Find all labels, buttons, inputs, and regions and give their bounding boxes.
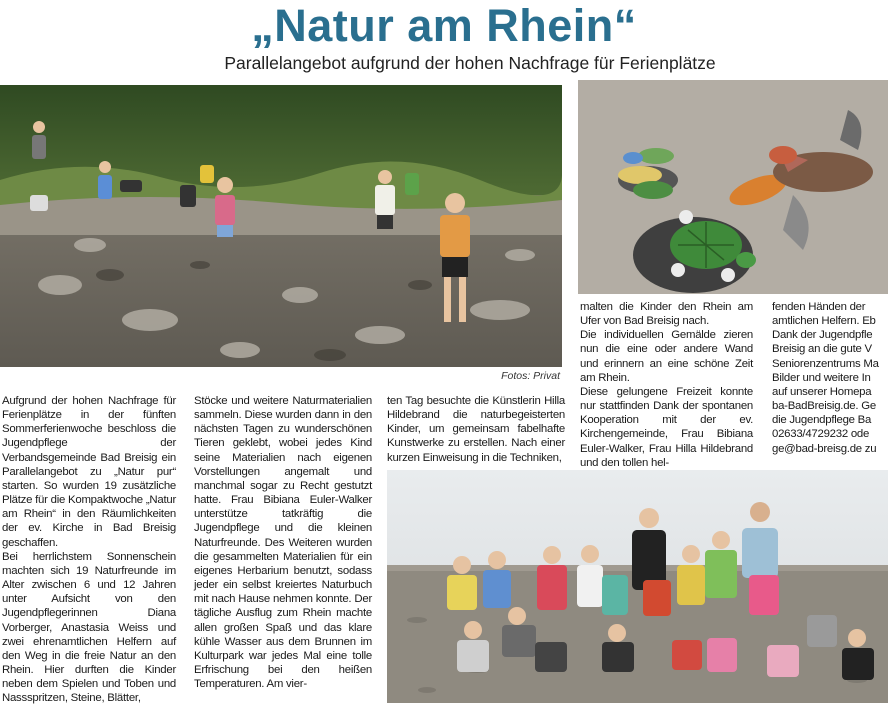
column-4-paragraph-1: malten die Kinder den Rhein am Ufer von Bad Breisig nach. (580, 301, 753, 328)
article-column-4 (580, 300, 753, 470)
photo-credit: Fotos: Privat (501, 370, 560, 382)
column-1-paragraph-1: Aufgrund der hohen Nachfrage für Ferienplätze in der fünften Sommerferienwoche beschloss die Jugendpflege der Verbandsgemeinde Bad Breisig ein Parallelangebot zu „Natur pur“ starten. So wurden 19 zusätzliche Plätze für die Kompaktwoche „Natur am Rhein“ in den Räumlichkeiten der ev. Kirche in Bad Breisig geschaffen. (2, 395, 176, 549)
photo-group-of-children (387, 470, 888, 703)
column-5-line: Seniorenzentrums Ma (772, 357, 879, 370)
column-4-paragraph-3: Diese gelungene Freizeit konnte nur stattfinden Dank der spontanen Kooperation mit der ev. Kirchengemeinde, Frau Bibiana Euler-Walker, Frau Hilla Hildebrand und den tollen hel- (580, 385, 753, 469)
column-5-line: auf unserer Homepa (772, 385, 872, 398)
article-column-3 (387, 394, 565, 465)
column-5-line: amtlichen Helfern. Eb (772, 315, 876, 328)
column-1-paragraph-2: Bei herrlichstem Sonnenschein machten sich 19 Naturfreunde im Alter zwischen 6 und 12 Jahren unter Aufsicht von den Jugendpflegerinnen Diana Vorberger, Anastasia Weiss und zwei ehrenamtlichen Helfern auf den Weg in die freie Natur an den Rhein. Hier durften die Kinder neben dem Spielen und Toben und Nassspritzen, Steine, Blätter, (2, 550, 176, 705)
article-column-5-cropped (772, 300, 888, 456)
article-title: „Natur am Rhein“ (251, 0, 637, 51)
column-5-line: ge@bad-breisg.de zu (772, 442, 877, 455)
column-5-line: fenden Händen der (772, 301, 866, 313)
photo-stone-art (578, 80, 888, 294)
article-subtitle: Parallelangebot aufgrund der hohen Nachfrage für Ferienplätze (224, 53, 716, 73)
column-5-line: Dank der Jugendpfle (772, 329, 873, 342)
column-5-line: ba-BadBreisig.de. Ge (772, 400, 876, 413)
photo-children-at-river (0, 85, 562, 367)
column-4-paragraph-2: Die individuellen Gemälde zieren nun die eine oder andere Wand und erinnern an eine schöne Zeit am Rhein. (580, 329, 753, 384)
column-5-line: Bilder und weitere In (772, 371, 871, 384)
column-3-paragraph-1: ten Tag besuchte die Künstlerin Hilla Hildebrand die naturbegeisterten Kinder, um gemeinsam fabelhafte Kunstwerke zu erstellen. Nach einer kurzen Einweisung in die Techniken, (387, 395, 565, 464)
article-column-2 (194, 394, 372, 691)
column-5-line: die Jugendpflege Ba (772, 414, 872, 427)
column-5-line: 02633/4729232 ode (772, 428, 870, 441)
column-2-paragraph-1: Stöcke und weitere Naturmaterialien sammeln. Diese wurden dann in den nächsten Tagen zu wunderschönen Tieren geklebt, wobei jedes Kind seine Materialien nach eigenen Vorstellungen angemalt und manchmal sogar zu Recht gestutzt hatte. Frau Bibiana Euler-Walker unterstütze tatkräftig die Jugendpflege und die kleinen Naturfreunde. Des Weiteren wurden die gesammelten Materialien für ein eigenes Herbarium benutzt, sodass jeder ein selbst kreiertes Naturbuch mit nach Hause nehmen konnte. Der tägliche Ausflug zum Rhein machte allen großen Spaß und das klare kühle Wasser aus dem Brunnen im Kulturpark war jedes Mal eine tolle Erfrischung bei den heißen Temperaturen. Am vier- (194, 395, 372, 691)
column-5-line: Breisig an die gute V (772, 343, 872, 356)
article-column-1 (2, 394, 176, 705)
